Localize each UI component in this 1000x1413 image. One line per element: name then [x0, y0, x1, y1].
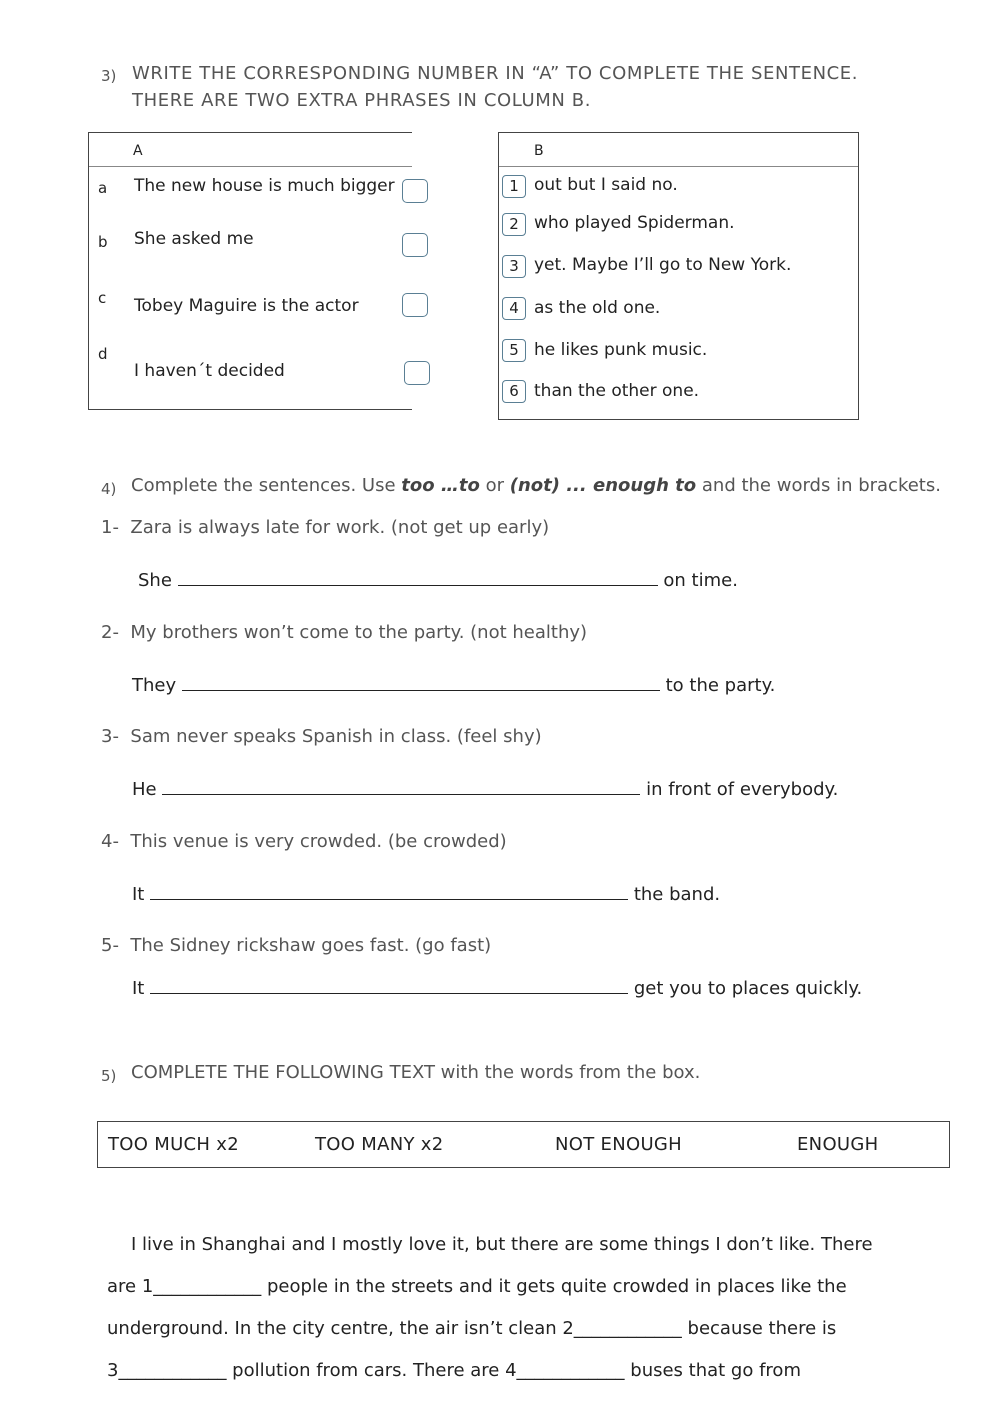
exercise-4-answer-line: It the band.: [132, 884, 721, 905]
phrase-number-1: 1: [502, 175, 526, 198]
exercise-3-answer-line: He in front of everybody.: [132, 779, 839, 800]
phrase-number-3: 3: [502, 255, 526, 278]
word-enough: ENOUGH: [797, 1134, 879, 1155]
phrase-number-5: 5: [502, 339, 526, 362]
column-a-header: A: [133, 143, 143, 159]
section-3-title-line2: THERE ARE TWO EXTRA PHRASES IN COLUMN B.: [132, 90, 592, 111]
text-line-4: 3____________ pollution from cars. There are 4____________ buses that go from: [107, 1360, 801, 1381]
row-a-text: The new house is much bigger: [134, 176, 395, 196]
section-3-number: 3): [101, 67, 117, 85]
phrase-6: than the other one.: [534, 381, 700, 401]
exercise-2-prompt: 2- My brothers won’t come to the party. (not healthy): [101, 622, 588, 643]
row-b-text: She asked me: [134, 229, 254, 249]
phrase-5: he likes punk music.: [534, 340, 708, 360]
answer-box-c[interactable]: [402, 293, 428, 317]
phrase-1: out but I said no.: [534, 175, 678, 195]
word-not-enough: NOT ENOUGH: [555, 1134, 683, 1155]
exercise-5-prompt: 5- The Sidney rickshaw goes fast. (go fast): [101, 935, 492, 956]
section-3-title-line1: WRITE THE CORRESPONDING NUMBER IN “A” TO COMPLETE THE SENTENCE.: [132, 63, 859, 84]
section-5-title: COMPLETE THE FOLLOWING TEXT with the words from the box.: [131, 1062, 701, 1083]
phrase-number-4: 4: [502, 297, 526, 320]
exercise-4-prompt: 4- This venue is very crowded. (be crowded): [101, 831, 507, 852]
row-a-letter: a: [98, 179, 108, 197]
row-c-text: Tobey Maguire is the actor: [134, 296, 359, 316]
exercise-1-blank[interactable]: [178, 569, 658, 586]
exercise-2-blank[interactable]: [182, 674, 660, 691]
exercise-3-blank[interactable]: [162, 778, 640, 795]
text-line-2: are 1____________ people in the streets and it gets quite crowded in places like the: [107, 1276, 847, 1297]
word-box: [97, 1121, 950, 1168]
section-4-number: 4): [101, 480, 117, 498]
word-too-much: TOO MUCH x2: [108, 1134, 239, 1155]
word-too-many: TOO MANY x2: [315, 1134, 444, 1155]
column-a-table: [88, 132, 412, 410]
phrase-4: as the old one.: [534, 298, 661, 318]
exercise-4-blank[interactable]: [150, 883, 628, 900]
phrase-2: who played Spiderman.: [534, 213, 735, 233]
exercise-5-blank[interactable]: [150, 977, 628, 994]
answer-box-b[interactable]: [402, 233, 428, 257]
phrase-3: yet. Maybe I’ll go to New York.: [534, 255, 792, 275]
phrase-number-6: 6: [502, 380, 526, 403]
row-b-letter: b: [98, 233, 108, 251]
column-b-header: B: [534, 143, 544, 159]
row-d-letter: d: [98, 345, 108, 363]
answer-box-d[interactable]: [404, 361, 430, 385]
answer-box-a[interactable]: [402, 179, 428, 203]
column-b-table: [498, 132, 859, 420]
exercise-1-prompt: 1- Zara is always late for work. (not get up early): [101, 517, 550, 538]
phrase-number-2: 2: [502, 213, 526, 236]
exercise-3-prompt: 3- Sam never speaks Spanish in class. (feel shy): [101, 726, 542, 747]
exercise-2-answer-line: They to the party.: [132, 675, 776, 696]
section-5-number: 5): [101, 1067, 117, 1085]
exercise-1-answer-line: She on time.: [138, 570, 738, 591]
text-line-3: underground. In the city centre, the air isn’t clean 2____________ because there is: [107, 1318, 837, 1339]
section-4-instructions: Complete the sentences. Use too …to or (not) ... enough to and the words in brackets.: [131, 475, 941, 496]
exercise-5-answer-line: It get you to places quickly.: [132, 978, 863, 999]
row-d-text: I haven´t decided: [134, 361, 285, 381]
text-line-1: I live in Shanghai and I mostly love it, but there are some things I don’t like. There: [131, 1234, 873, 1255]
row-c-letter: c: [98, 289, 107, 307]
